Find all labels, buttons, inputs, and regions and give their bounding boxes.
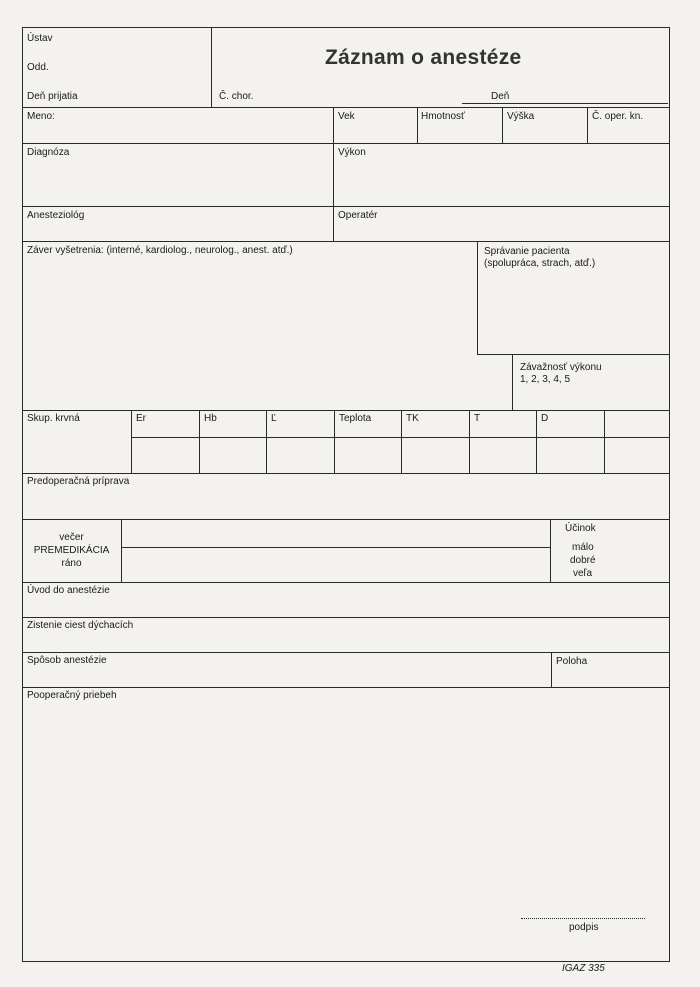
t-label: T bbox=[474, 413, 481, 424]
labs-divider-3 bbox=[266, 410, 267, 473]
row-line-6 bbox=[22, 473, 670, 474]
row-line-4 bbox=[22, 241, 670, 242]
premed-left-divider bbox=[121, 519, 122, 582]
labs-divider-7 bbox=[536, 410, 537, 473]
rano-label: ráno bbox=[61, 558, 82, 569]
row-line-3 bbox=[22, 206, 670, 207]
row-line-11 bbox=[22, 687, 670, 688]
uvod-label: Úvod do anestézie bbox=[27, 585, 110, 596]
l-label: Ľ bbox=[271, 413, 277, 424]
ucinok-label: Účinok bbox=[565, 523, 596, 534]
vyska-divider bbox=[587, 107, 588, 143]
vykon-label: Výkon bbox=[338, 147, 366, 158]
den-underline bbox=[462, 103, 668, 104]
premed-mid-line bbox=[121, 547, 550, 548]
c-chor-label: Č. chor. bbox=[219, 91, 254, 102]
row-line-9 bbox=[22, 617, 670, 618]
vek-divider bbox=[417, 107, 418, 143]
den-label: Deň bbox=[491, 91, 510, 102]
zistenie-label: Zistenie ciest dýchacích bbox=[27, 620, 134, 631]
podpis-label: podpis bbox=[569, 922, 599, 933]
er-label: Er bbox=[136, 413, 146, 424]
labs-divider-4 bbox=[334, 410, 335, 473]
c-oper-kn-label: Č. oper. kn. bbox=[592, 111, 644, 122]
skup-krvna-label: Skup. krvná bbox=[27, 413, 80, 424]
poloha-label: Poloha bbox=[556, 656, 588, 667]
row-line-7 bbox=[22, 519, 670, 520]
spravanie-label-1: Správanie pacienta bbox=[484, 246, 570, 257]
zavaznost-left-divider bbox=[512, 354, 513, 411]
labs-divider-5 bbox=[401, 410, 402, 473]
diagnoza-label: Diagnóza bbox=[27, 147, 70, 158]
vecer-label: večer bbox=[59, 532, 84, 543]
den-prijatia-label: Deň prijatia bbox=[27, 91, 78, 102]
form-code: IGAZ 335 bbox=[562, 963, 605, 974]
labs-mid-line bbox=[131, 437, 670, 438]
dobre-label: dobré bbox=[570, 555, 596, 566]
form-title: Záznam o anestéze bbox=[325, 46, 522, 69]
zavaznost-label-2: 1, 2, 3, 4, 5 bbox=[520, 374, 571, 385]
spravanie-left-divider bbox=[477, 241, 478, 354]
mid-divider-top bbox=[333, 107, 334, 241]
tk-label: TK bbox=[406, 413, 419, 424]
row-line-5 bbox=[22, 410, 670, 411]
operater-label: Operatér bbox=[338, 210, 378, 221]
ucinok-divider bbox=[550, 519, 551, 582]
labs-divider-1 bbox=[131, 410, 132, 473]
header-divider bbox=[211, 28, 212, 108]
labs-divider-2 bbox=[199, 410, 200, 473]
malo-label: málo bbox=[572, 542, 594, 553]
spravanie-label-2: (spolupráca, strach, atď.) bbox=[484, 258, 596, 269]
vek-label: Vek bbox=[338, 111, 355, 122]
zaver-label: Záver vyšetrenia: (interné, kardiolog., neurolog., anest. atď.) bbox=[27, 245, 293, 256]
vyska-label: Výška bbox=[507, 111, 535, 122]
pooperacny-label: Pooperačný priebeh bbox=[27, 690, 117, 701]
signature-line bbox=[521, 918, 645, 919]
hmotnost-divider bbox=[502, 107, 503, 143]
row-line-1 bbox=[22, 107, 670, 108]
labs-divider-6 bbox=[469, 410, 470, 473]
labs-divider-8 bbox=[604, 410, 605, 473]
form-frame bbox=[22, 27, 670, 962]
sposob-label: Spôsob anestézie bbox=[27, 655, 107, 666]
poloha-divider bbox=[551, 652, 552, 687]
meno-label: Meno: bbox=[27, 111, 55, 122]
row-line-2 bbox=[22, 143, 670, 144]
row-line-8 bbox=[22, 582, 670, 583]
hmotnost-label: Hmotnosť bbox=[421, 111, 465, 122]
d-label: D bbox=[541, 413, 549, 424]
anesteziolog-label: Anesteziológ bbox=[27, 210, 85, 221]
predoperacna-label: Predoperačná príprava bbox=[27, 476, 130, 487]
zavaznost-label-1: Závažnosť výkonu bbox=[520, 362, 602, 373]
ustav-label: Ústav bbox=[27, 33, 53, 44]
hb-label: Hb bbox=[204, 413, 217, 424]
premedikacia-label: PREMEDIKÁCIA bbox=[33, 545, 110, 556]
vela-label: veľa bbox=[573, 568, 593, 579]
teplota-label: Teplota bbox=[339, 413, 372, 424]
row-line-10 bbox=[22, 652, 670, 653]
odd-label: Odd. bbox=[27, 62, 49, 73]
spravanie-bottom bbox=[477, 354, 670, 355]
